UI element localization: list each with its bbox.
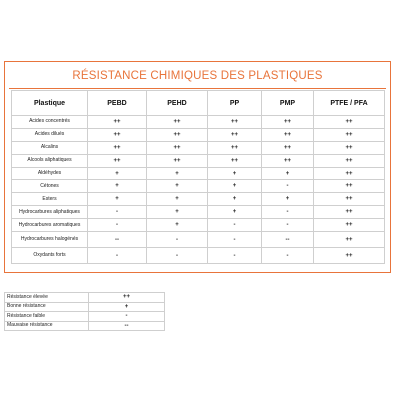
- cell-value: ++: [88, 141, 147, 154]
- row-label: Hydrocarbures aliphatiques: [12, 206, 88, 219]
- table-row: [12, 232, 385, 248]
- cell-value: -: [147, 232, 208, 248]
- table-row: [12, 219, 385, 232]
- cell-value: ++: [314, 116, 385, 129]
- cell-value: -: [208, 248, 262, 264]
- cell-value: ++: [314, 141, 385, 154]
- title-divider: [9, 88, 386, 89]
- cell-value: +: [262, 193, 314, 206]
- cell-value: -: [208, 219, 262, 232]
- cell-value: ++: [314, 154, 385, 167]
- cell-value: +: [147, 193, 208, 206]
- cell-value: +: [88, 180, 147, 193]
- cell-value: +: [208, 206, 262, 219]
- legend-row: [5, 302, 165, 312]
- cell-value: ++: [147, 128, 208, 141]
- table-row: [12, 167, 385, 180]
- legend-row: [5, 293, 165, 303]
- legend-symbol: ++: [89, 293, 165, 303]
- table-row: [12, 141, 385, 154]
- cell-value: ++: [314, 167, 385, 180]
- row-label: Cétones: [12, 180, 88, 193]
- legend-symbol: --: [89, 321, 165, 331]
- cell-value: ++: [208, 141, 262, 154]
- cell-value: ++: [314, 193, 385, 206]
- cell-value: +: [147, 180, 208, 193]
- legend-label: Mauvaise résistance: [5, 321, 89, 331]
- cell-value: ++: [88, 116, 147, 129]
- cell-value: -: [262, 206, 314, 219]
- row-label: Alcalins: [12, 141, 88, 154]
- cell-value: +: [262, 167, 314, 180]
- cell-value: +: [147, 167, 208, 180]
- cell-value: ++: [147, 141, 208, 154]
- header-pehd: PEHD: [147, 91, 208, 116]
- cell-value: -: [262, 219, 314, 232]
- row-label: Esters: [12, 193, 88, 206]
- header-pp: PP: [208, 91, 262, 116]
- cell-value: +: [208, 167, 262, 180]
- row-label: Acides dilués: [12, 128, 88, 141]
- legend-row: [5, 321, 165, 331]
- header-pmp: PMP: [262, 91, 314, 116]
- legend-symbol: +: [89, 302, 165, 312]
- cell-value: -: [262, 248, 314, 264]
- cell-value: ++: [208, 154, 262, 167]
- cell-value: +: [88, 193, 147, 206]
- cell-value: +: [147, 206, 208, 219]
- cell-value: +: [88, 167, 147, 180]
- cell-value: ++: [314, 232, 385, 248]
- table-header-row: [12, 91, 385, 116]
- cell-value: +: [147, 219, 208, 232]
- row-label: Alcools aliphatiques: [12, 154, 88, 167]
- cell-value: ++: [147, 154, 208, 167]
- table-title: RÉSISTANCE CHIMIQUES DES PLASTIQUES: [72, 70, 323, 82]
- row-label: Acides concentrés: [12, 116, 88, 129]
- table-row: [12, 116, 385, 129]
- cell-value: ++: [208, 116, 262, 129]
- header-ptfe-pfa: PTFE / PFA: [314, 91, 385, 116]
- cell-value: ++: [314, 128, 385, 141]
- cell-value: ++: [262, 154, 314, 167]
- legend-symbol: -: [89, 312, 165, 322]
- header-plastique: Plastique: [12, 91, 88, 116]
- cell-value: -: [208, 232, 262, 248]
- row-label: Hydrocarbures halogénés: [12, 232, 88, 248]
- cell-value: ++: [314, 180, 385, 193]
- cell-value: ++: [147, 116, 208, 129]
- cell-value: ++: [314, 219, 385, 232]
- cell-value: -: [88, 219, 147, 232]
- cell-value: +: [208, 180, 262, 193]
- cell-value: --: [262, 232, 314, 248]
- cell-value: -: [147, 248, 208, 264]
- cell-value: ++: [262, 116, 314, 129]
- table-row: [12, 248, 385, 264]
- legend-label: Résistance faible: [5, 312, 89, 322]
- cell-value: ++: [314, 248, 385, 264]
- table-row: [12, 180, 385, 193]
- cell-value: ++: [314, 206, 385, 219]
- table-row: [12, 154, 385, 167]
- row-label: Aldéhydes: [12, 167, 88, 180]
- table-row: [12, 206, 385, 219]
- cell-value: -: [88, 206, 147, 219]
- cell-value: --: [88, 232, 147, 248]
- cell-value: ++: [262, 128, 314, 141]
- cell-value: ++: [88, 128, 147, 141]
- cell-value: ++: [262, 141, 314, 154]
- row-label: Hydrocarbures aromatiques: [12, 219, 88, 232]
- table-row: [12, 193, 385, 206]
- legend-row: [5, 312, 165, 322]
- cell-value: ++: [88, 154, 147, 167]
- cell-value: -: [262, 180, 314, 193]
- resistance-table-frame: [4, 61, 391, 273]
- table-row: [12, 128, 385, 141]
- row-label: Oxydants forts: [12, 248, 88, 264]
- cell-value: -: [88, 248, 147, 264]
- cell-value: ++: [208, 128, 262, 141]
- legend-label: Résistance élevée: [5, 293, 89, 303]
- header-pebd: PEBD: [88, 91, 147, 116]
- cell-value: +: [208, 193, 262, 206]
- resistance-table: [11, 90, 385, 264]
- legend-label: Bonne résistance: [5, 302, 89, 312]
- legend-table: [4, 292, 165, 331]
